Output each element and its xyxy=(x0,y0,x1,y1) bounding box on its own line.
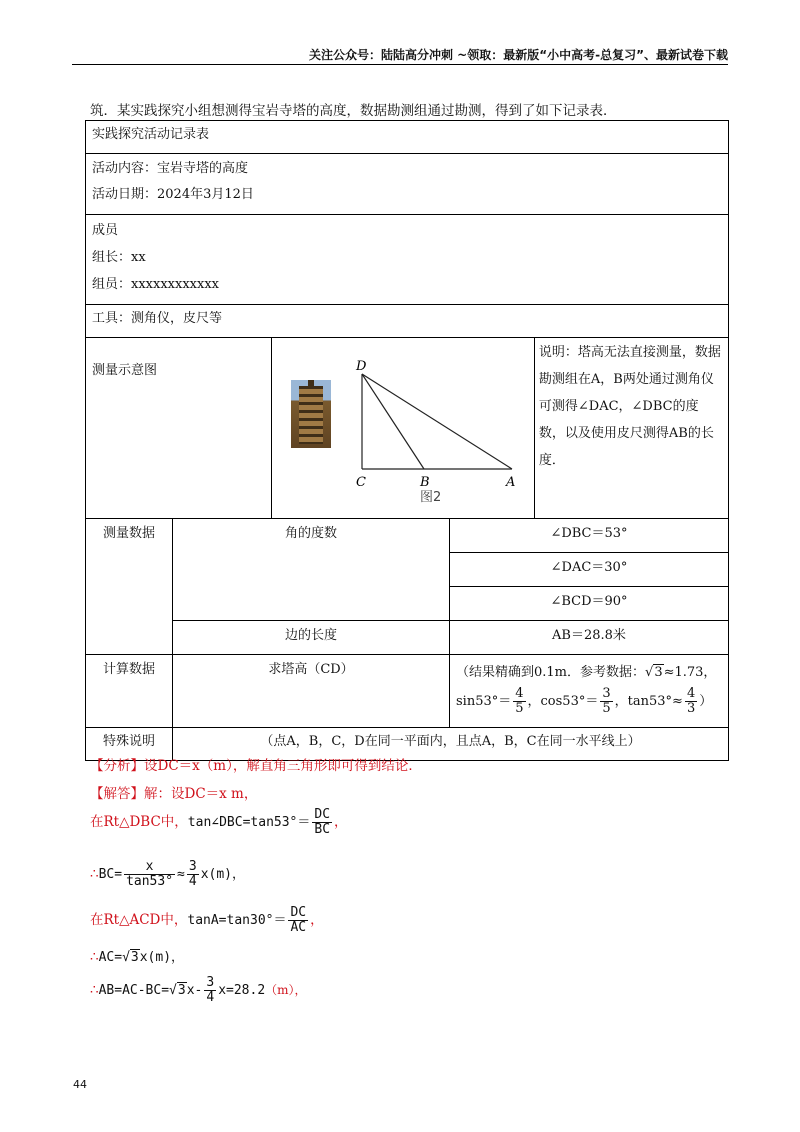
answer-intro: 【解答】解：设DC＝x m， xyxy=(90,786,258,802)
angle-bcd: ∠BCD＝90° xyxy=(550,594,628,609)
point-d-label: D xyxy=(355,359,367,374)
point-a-label: A xyxy=(505,475,516,490)
step-4: ∴AC=√3x(m)， xyxy=(90,949,185,965)
side-ab: AB＝28.8米 xyxy=(552,628,626,643)
side-label: 边的长度 xyxy=(284,628,337,643)
diagram-label: 测量示意图 xyxy=(92,363,158,378)
step-1: 在Rt△DBC中，tan∠DBC=tan53°＝ $\frac{DC}{BC}$ ， xyxy=(90,807,348,837)
analysis: 【分析】设DC＝x（m），解直角三角形即可得到结论． xyxy=(90,758,422,774)
sin-text: sin53°＝ xyxy=(456,694,512,709)
calc-data-label: 计算数据 xyxy=(102,662,155,677)
record-table xyxy=(85,120,729,519)
angle-label: 角的度数 xyxy=(284,526,337,541)
reference-data: （结果精确到0.1m．参考数据：√3≈1.73， sin53°＝ $\frac{4}{5}$ ，cos53°＝ $\frac{3}{5}$ ，tan53°≈ $\frac{4}{3}$ ） xyxy=(456,665,717,716)
precision-text: （结果精确到0.1m．参考数据： xyxy=(456,665,646,680)
step-5: ∴AB=AC-BC=√3x- $\frac{3}{4}$ x=28.2（m）， xyxy=(90,975,307,1005)
header-rule xyxy=(72,64,728,65)
activity-date: 活动日期：2024年3月12日 xyxy=(92,187,254,202)
problem-intro: 筑．某实践探究小组想测得宝岩寺塔的高度，数据勘测组通过勘测，得到了如下记录表． xyxy=(90,103,617,119)
angle-dac: ∠DAC＝30° xyxy=(550,560,628,575)
page-header: 关注公众号：陆陆高分冲刺 ~领取：最新版“小中高考-总复习”、最新试卷下载 xyxy=(309,48,728,62)
tools: 工具：测角仪，皮尺等 xyxy=(92,311,223,326)
point-c-label: C xyxy=(355,475,366,490)
measure-data-label: 测量数据 xyxy=(102,526,155,541)
group-leader: 组长：xx xyxy=(92,250,146,265)
tan-text: ，tan53°≈ xyxy=(614,694,683,709)
cos-text: ，cos53°＝ xyxy=(527,694,599,709)
point-b-label: B xyxy=(419,475,430,490)
data-table xyxy=(85,518,729,761)
members-label: 成员 xyxy=(92,223,119,238)
sqrt3-radicand: 3 xyxy=(654,665,663,680)
calc-target: 求塔高（CD） xyxy=(268,662,354,677)
record-title: 实践探究活动记录表 xyxy=(92,127,210,142)
figure-caption: 图2 xyxy=(419,490,442,505)
pagoda-photo xyxy=(291,380,331,448)
activity-content: 活动内容：宝岩寺塔的高度 xyxy=(92,161,249,176)
group-members: 组员：xxxxxxxxxxxx xyxy=(92,277,219,292)
special-label: 特殊说明 xyxy=(102,734,155,749)
page-number: 44 xyxy=(73,1078,87,1091)
special-text: （点A，B，C，D在同一平面内，且点A，B，C在同一水平线上） xyxy=(260,734,641,749)
measurement-note: 说明：塔高无法直接测量，数据勘测组在A，B两处通过测角仪可测得∠DAC，∠DBC的度数，以及使用皮尺测得AB的长度． xyxy=(538,345,721,468)
step-3: 在Rt△ACD中，tanA=tan30°＝ $\frac{DC}{AC}$ ， xyxy=(90,905,324,935)
step-2: ∴BC= $\frac{x}{\tan 53^\circ}$ ≈ $\frac{3}{4}$ x(m)， xyxy=(90,859,246,889)
angle-dbc: ∠DBC＝53° xyxy=(550,526,628,541)
sqrt3-value: ≈1.73， xyxy=(663,665,717,680)
